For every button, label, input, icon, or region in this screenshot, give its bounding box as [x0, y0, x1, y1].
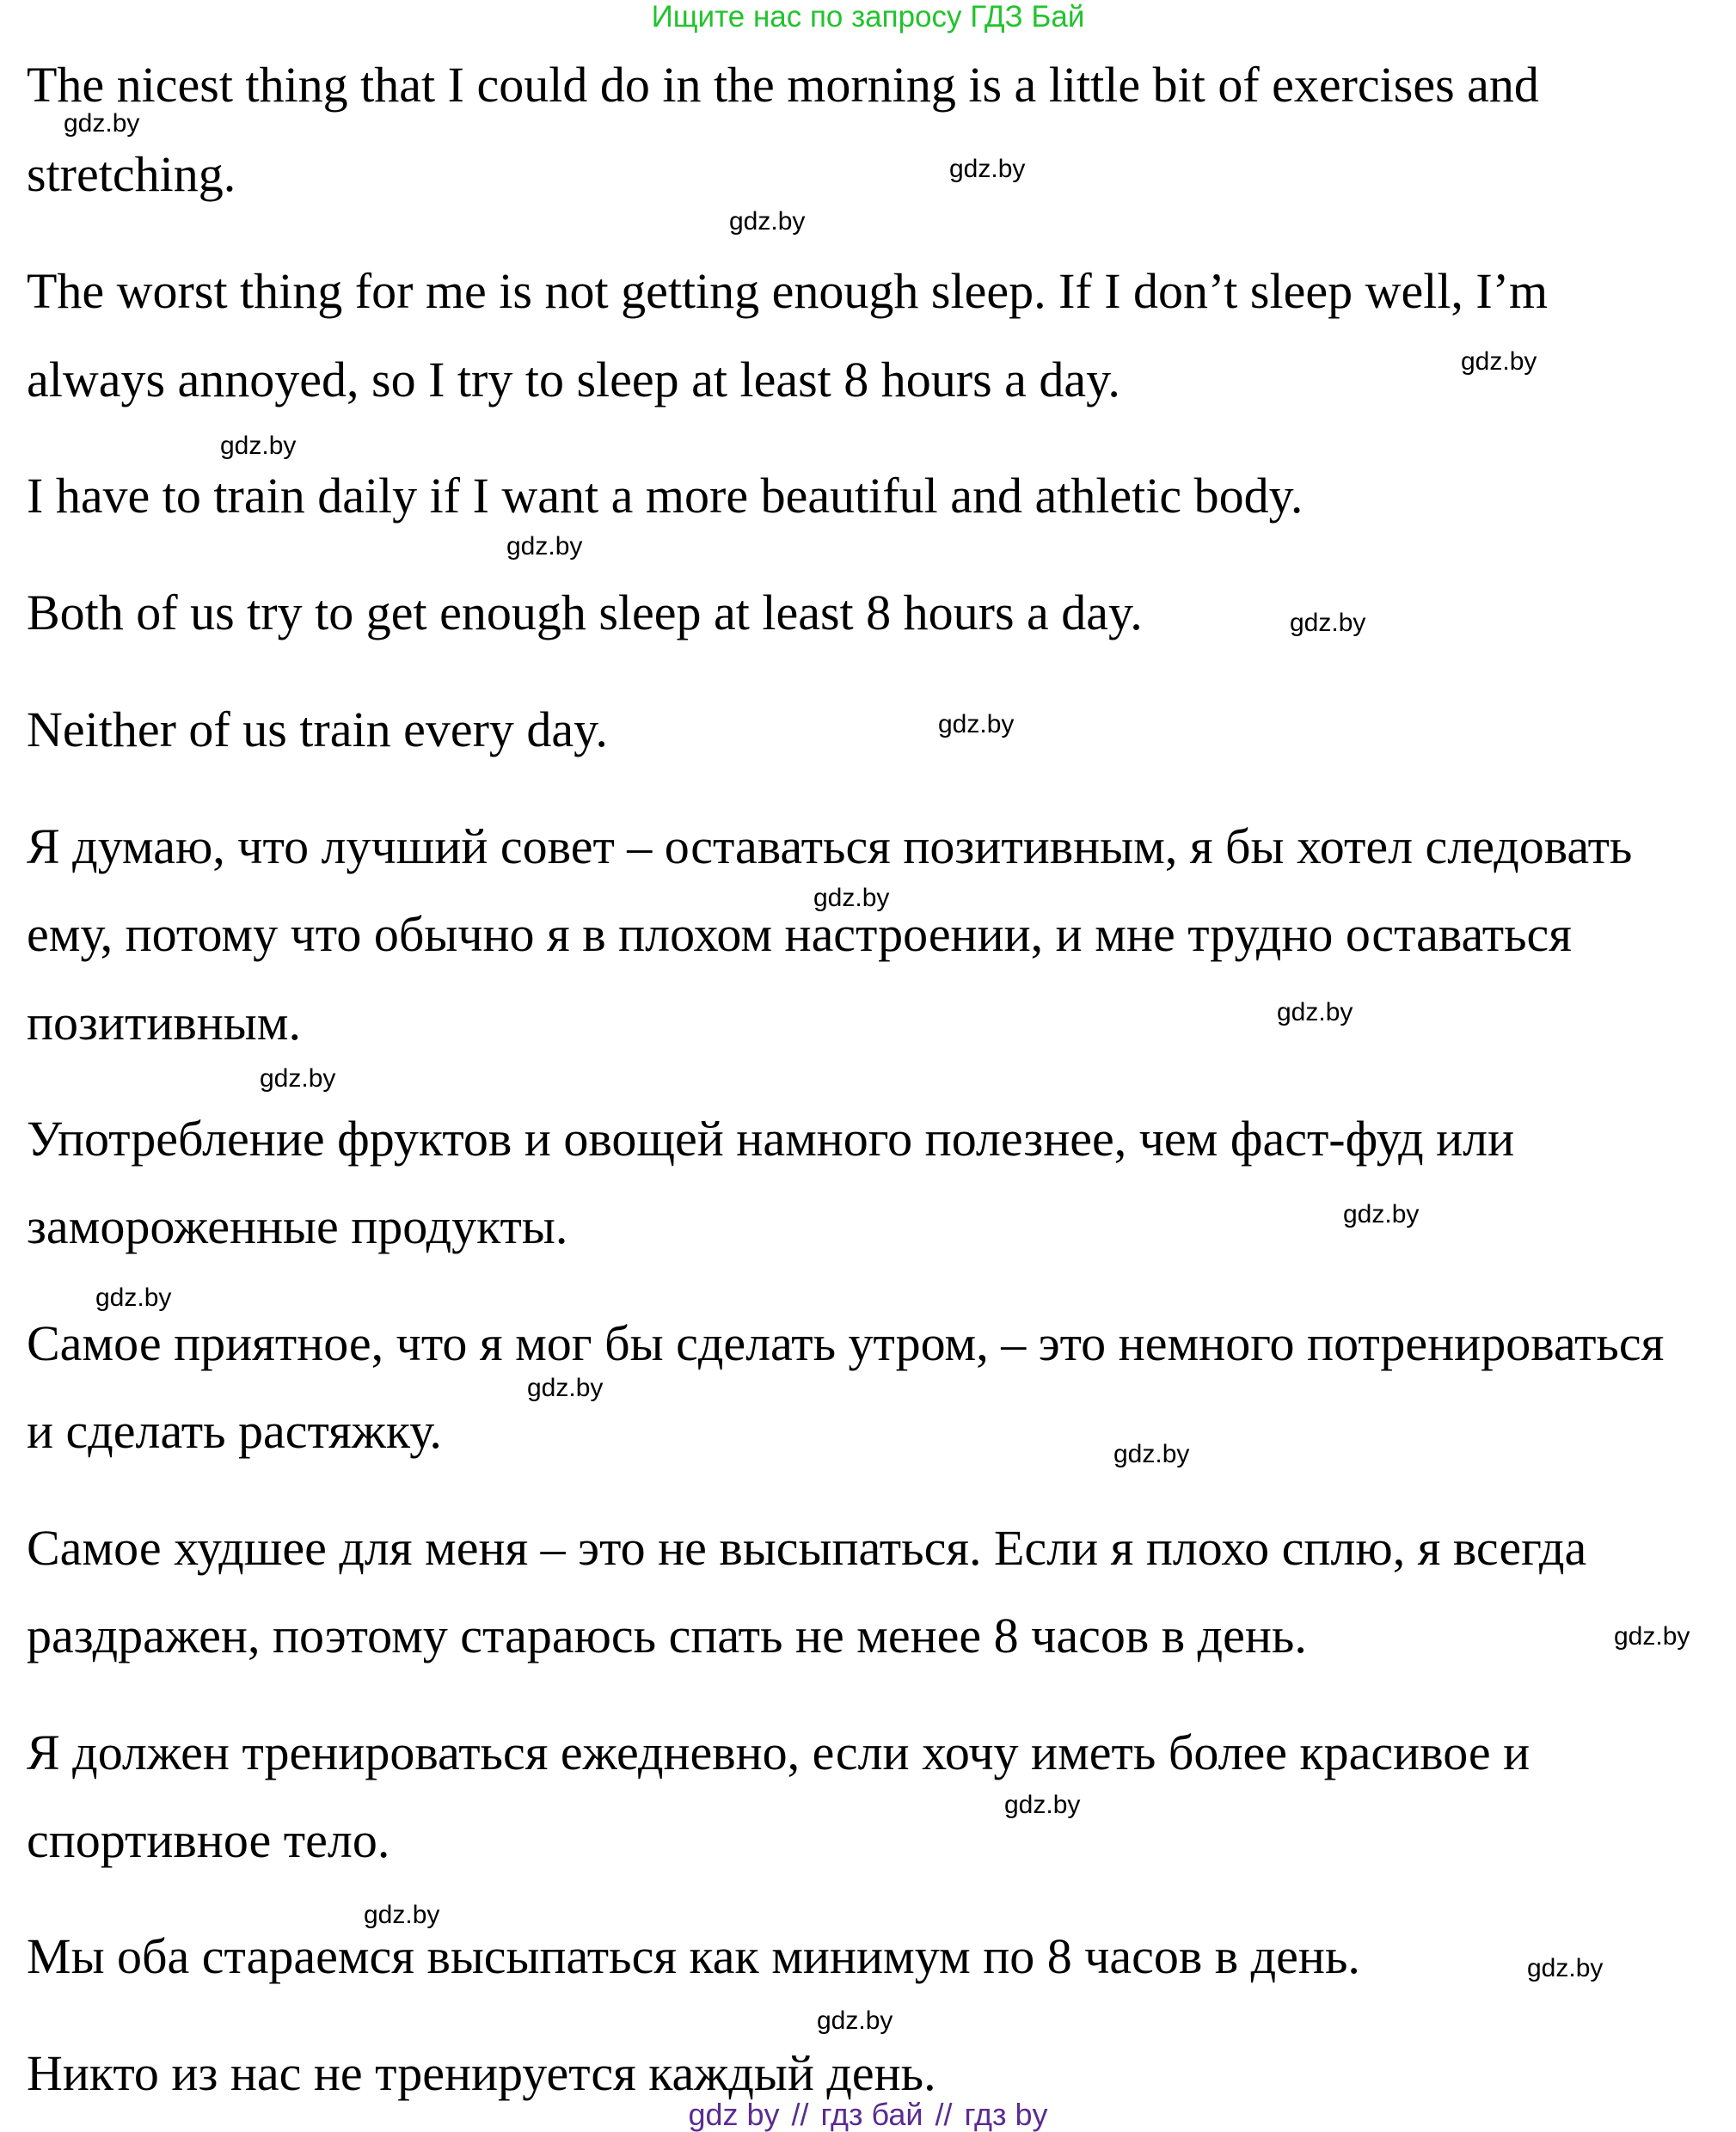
watermark: gdz.by	[1527, 1954, 1604, 1982]
paragraph-1-line-2: stretching.	[27, 146, 236, 202]
paragraph-4-line-1: Both of us try to get enough sleep at least 8 hours a day.	[27, 585, 1143, 640]
paragraph-6-line-1: Я думаю, что лучший совет – оставаться позитивным, я бы хотел следовать	[27, 818, 1633, 874]
paragraph-2-line-2: always annoyed, so I try to sleep at least 8 hours a day.	[27, 352, 1120, 407]
watermark: gdz.by	[64, 109, 140, 138]
paragraph-9-line-2: раздражен, поэтому стараюсь спать не менее 8 часов в день.	[27, 1608, 1307, 1663]
watermark: gdz.by	[220, 432, 297, 460]
paragraph-6-line-3: позитивным.	[27, 995, 301, 1051]
watermark: gdz.by	[949, 155, 1026, 183]
paragraph-3-line-1: I have to train daily if I want a more beautiful and athletic body.	[27, 468, 1304, 524]
footer	[0, 2098, 1736, 2132]
watermark: gdz.by	[527, 1374, 604, 1402]
paragraph-9-line-1: Самое худшее для меня – это не высыпаться. Если я плохо сплю, я всегда	[27, 1520, 1587, 1576]
paragraph-8-line-1: Самое приятное, что я мог бы сделать утром, – это немного потренироваться	[27, 1315, 1665, 1371]
paragraph-1-line-1: The nicest thing that I could do in the morning is a little bit of exercises and	[27, 57, 1539, 113]
footer-link-3[interactable]: гдз by	[964, 2097, 1048, 2132]
watermark: gdz.by	[506, 532, 583, 561]
paragraph-5-line-1: Neither of us train every day.	[27, 701, 608, 757]
paragraph-2-line-1: The worst thing for me is not getting enough sleep. If I don’t sleep well, I’m	[27, 263, 1549, 319]
watermark: gdz.by	[364, 1901, 440, 1929]
watermark: gdz.by	[1343, 1200, 1420, 1228]
watermark: gdz.by	[260, 1064, 336, 1093]
watermark: gdz.by	[1004, 1791, 1081, 1819]
paragraph-7-line-1: Употребление фруктов и овощей намного полезнее, чем фаст-фуд или	[27, 1111, 1515, 1167]
footer-link-1[interactable]: gdz by	[688, 2097, 780, 2132]
watermark: gdz.by	[817, 2006, 893, 2035]
watermark: gdz.by	[729, 207, 806, 236]
paragraph-10-line-2: спортивное тело.	[27, 1812, 390, 1868]
watermark: gdz.by	[1277, 998, 1353, 1026]
watermark: gdz.by	[1113, 1440, 1190, 1468]
footer-link-2[interactable]: гдз бай	[820, 2097, 923, 2132]
watermark: gdz.by	[1290, 609, 1366, 637]
watermark: gdz.by	[1614, 1622, 1690, 1651]
footer-separator: //	[935, 2097, 953, 2132]
footer-separator: //	[791, 2097, 809, 2132]
watermark: gdz.by	[95, 1283, 172, 1312]
paragraph-12-line-1: Никто из нас не тренируется каждый день.	[27, 2045, 936, 2101]
paragraph-10-line-1: Я должен тренироваться ежедневно, если хочу иметь более красивое и	[27, 1725, 1531, 1780]
paragraph-7-line-2: замороженные продукты.	[27, 1198, 568, 1254]
paragraph-11-line-1: Мы оба стараемся высыпаться как минимум по 8 часов в день.	[27, 1928, 1360, 1984]
watermark: gdz.by	[938, 710, 1015, 738]
watermark: gdz.by	[813, 884, 890, 912]
top-banner: Ищите нас по запросу ГДЗ Бай	[651, 0, 1085, 34]
paragraph-6-line-2: ему, потому что обычно я в плохом настроении, и мне трудно оставаться	[27, 906, 1572, 962]
paragraph-8-line-2: и сделать растяжку.	[27, 1403, 442, 1459]
watermark: gdz.by	[1461, 347, 1537, 376]
